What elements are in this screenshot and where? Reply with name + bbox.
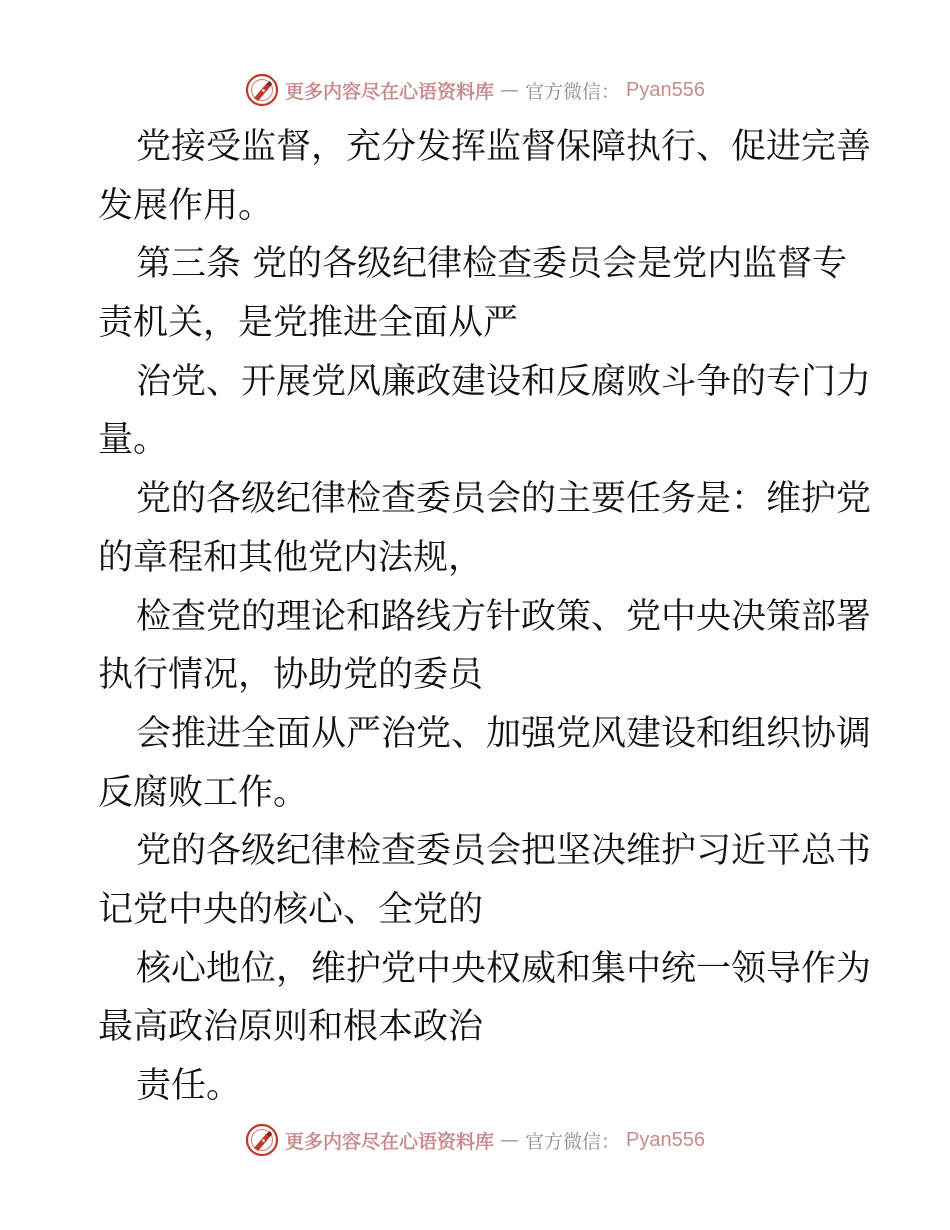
footer-wechat-id: Pyan556 (626, 1128, 705, 1151)
body-line: 反腐败工作。 (98, 772, 309, 813)
pen-nib-logo-icon (245, 73, 279, 107)
body-line: 责机关，是党推进全面从严 (98, 303, 519, 344)
header-banner-text: 更多内容尽在心语资料库 (285, 80, 495, 103)
body-line: 第三条 党的各级纪律检查委员会是党内监督专 (136, 244, 848, 285)
body-line: 党的各级纪律检查委员会把坚决维护习近平总书 (136, 831, 872, 872)
body-line: 最高政治原则和根本政治 (98, 1007, 484, 1048)
footer-wechat-label: 官方微信： (525, 1130, 621, 1153)
body-line: 党的各级纪律检查委员会的主要任务是：维护党 (136, 479, 872, 520)
body-line: 量。 (98, 420, 169, 461)
body-line: 核心地位，维护党中央权威和集中统一领导作为 (136, 948, 872, 989)
body-line: 记党中央的核心、全党的 (98, 889, 484, 930)
body-line: 执行情况，协助党的委员 (98, 655, 484, 696)
body-line: 党接受监督，充分发挥监督保障执行、促进完善 (136, 127, 872, 167)
header-wechat-label: 官方微信： (525, 80, 621, 103)
header-banner-separator: — (500, 79, 520, 101)
body-line: 责任。 (136, 1066, 242, 1106)
body-line: 发展作用。 (98, 185, 274, 226)
header-banner-content (245, 73, 705, 107)
document-body (98, 118, 872, 1116)
body-line: 的章程和其他党内法规， (98, 537, 484, 578)
pen-nib-logo-icon (245, 1123, 279, 1157)
header-wechat-id: Pyan556 (626, 78, 705, 101)
header-banner (0, 70, 950, 110)
footer-banner-content (245, 1123, 705, 1157)
footer-banner (0, 1120, 950, 1160)
footer-banner-separator: — (500, 1129, 520, 1151)
body-line: 会推进全面从严治党、加强党风建设和组织协调 (136, 713, 872, 754)
body-line: 治党、开展党风廉政建设和反腐败斗争的专门力 (136, 361, 872, 402)
body-line: 检查党的理论和路线方针政策、党中央决策部署 (136, 596, 872, 637)
footer-banner-text: 更多内容尽在心语资料库 (285, 1130, 495, 1153)
